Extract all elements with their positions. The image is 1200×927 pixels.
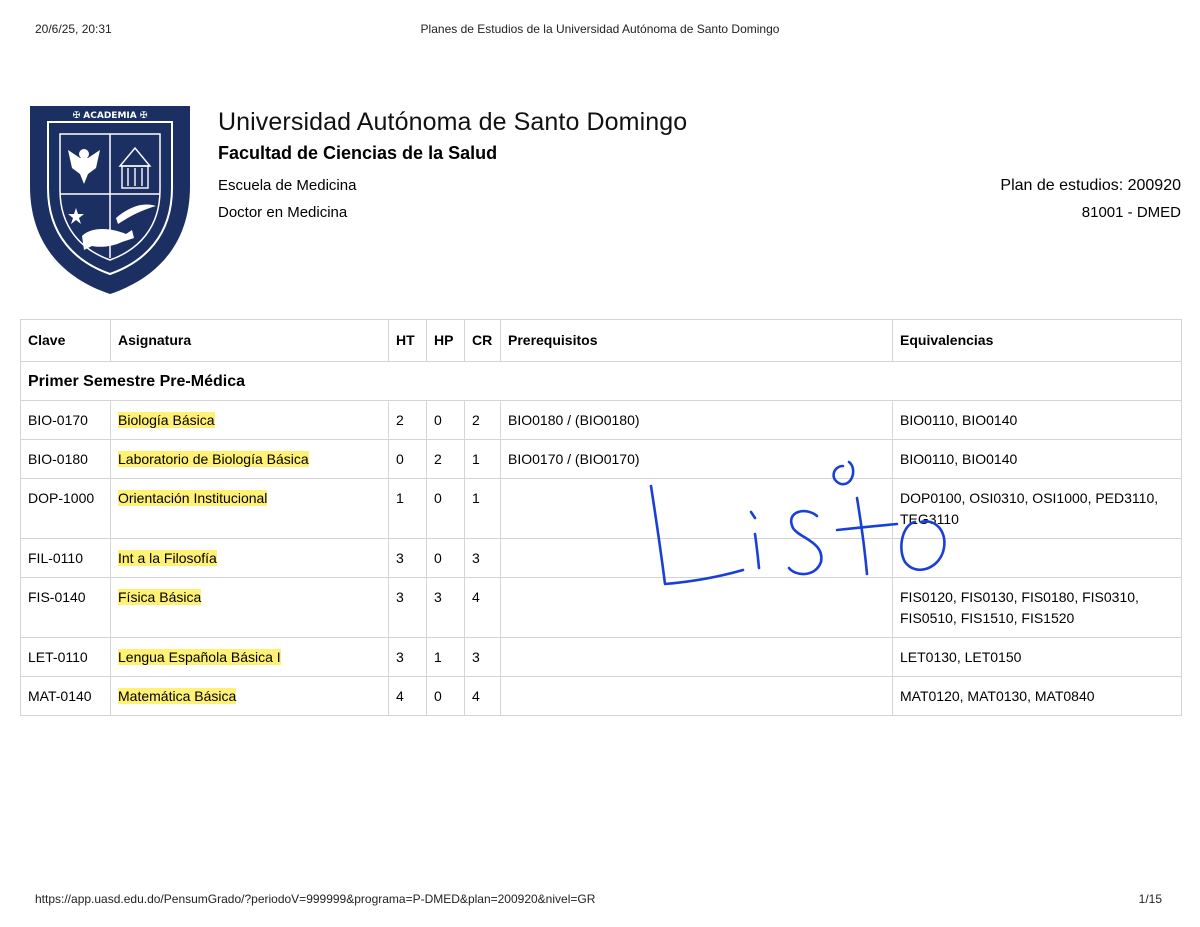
cell-hp: 0 — [427, 401, 465, 440]
cell-ht: 3 — [389, 539, 427, 578]
cell-clave: BIO-0170 — [21, 401, 111, 440]
table-row — [21, 440, 1182, 479]
table-row — [21, 479, 1182, 539]
column-header-clave: Clave — [21, 320, 111, 362]
school-name: Escuela de Medicina — [218, 177, 357, 194]
table-header-row — [21, 320, 1182, 362]
cell-equiv: DOP0100, OSI0310, OSI1000, PED3110, TEG3110 — [893, 479, 1182, 539]
cell-prereq — [501, 578, 893, 638]
subject-highlight: Biología Básica — [118, 412, 215, 428]
cell-cr: 1 — [465, 440, 501, 479]
table-row — [21, 677, 1182, 716]
cell-cr: 3 — [465, 539, 501, 578]
cell-hp: 0 — [427, 677, 465, 716]
subject-highlight: Matemática Básica — [118, 688, 237, 704]
section-title: Primer Semestre Pre-Médica — [21, 362, 1182, 401]
cell-hp: 0 — [427, 479, 465, 539]
cell-asignatura — [111, 638, 389, 677]
print-page-title: Planes de Estudios de la Universidad Autónoma de Santo Domingo — [420, 22, 780, 36]
cell-equiv: FIS0120, FIS0130, FIS0180, FIS0310, FIS0510, FIS1510, FIS1520 — [893, 578, 1182, 638]
cell-cr: 3 — [465, 638, 501, 677]
plan-label: Plan de estudios: 200920 — [1000, 177, 1181, 194]
cell-clave: LET-0110 — [21, 638, 111, 677]
cell-equiv: BIO0110, BIO0140 — [893, 440, 1182, 479]
subject-highlight: Lengua Española Básica I — [118, 649, 281, 665]
cell-asignatura — [111, 539, 389, 578]
table-row — [21, 578, 1182, 638]
cell-prereq: BIO0180 / (BIO0180) — [501, 401, 893, 440]
cell-hp: 1 — [427, 638, 465, 677]
cell-asignatura — [111, 479, 389, 539]
cell-equiv: MAT0120, MAT0130, MAT0840 — [893, 677, 1182, 716]
cell-ht: 4 — [389, 677, 427, 716]
degree-name: Doctor en Medicina — [218, 204, 348, 221]
cell-prereq: BIO0170 / (BIO0170) — [501, 440, 893, 479]
column-header-equivalencias: Equivalencias — [893, 320, 1182, 362]
column-header-ht: HT — [389, 320, 427, 362]
cell-hp: 2 — [427, 440, 465, 479]
subject-highlight: Física Básica — [118, 589, 202, 605]
cell-ht: 3 — [389, 578, 427, 638]
print-page-number: 1/15 — [1138, 892, 1162, 906]
table-row — [21, 638, 1182, 677]
program-code: 81001 - DMED — [1081, 204, 1181, 221]
cell-cr: 4 — [465, 677, 501, 716]
university-seal-icon — [22, 98, 198, 298]
cell-ht: 3 — [389, 638, 427, 677]
subject-highlight: Laboratorio de Biología Básica — [118, 451, 309, 467]
cell-clave: MAT-0140 — [21, 677, 111, 716]
seal-motto: ✠ ACADEMIA ✠ — [72, 111, 148, 121]
cell-clave: FIL-0110 — [21, 539, 111, 578]
cell-equiv: BIO0110, BIO0140 — [893, 401, 1182, 440]
column-header-hp: HP — [427, 320, 465, 362]
cell-equiv: LET0130, LET0150 — [893, 638, 1182, 677]
cell-hp: 3 — [427, 578, 465, 638]
cell-clave: FIS-0140 — [21, 578, 111, 638]
cell-ht: 0 — [389, 440, 427, 479]
print-url: https://app.uasd.edu.do/PensumGrado/?periodoV=999999&programa=P-DMED&plan=200920&nivel=GR — [35, 892, 596, 906]
column-header-prerequisitos: Prerequisitos — [501, 320, 893, 362]
cell-cr: 1 — [465, 479, 501, 539]
column-header-asignatura: Asignatura — [111, 320, 389, 362]
cell-asignatura — [111, 578, 389, 638]
subject-highlight: Int a la Filosofía — [118, 550, 217, 566]
cell-asignatura — [111, 440, 389, 479]
cell-ht: 2 — [389, 401, 427, 440]
cell-asignatura — [111, 677, 389, 716]
document-header — [218, 108, 1181, 221]
print-datetime: 20/6/25, 20:31 — [35, 22, 112, 36]
cell-prereq — [501, 539, 893, 578]
cell-cr: 4 — [465, 578, 501, 638]
university-name: Universidad Autónoma de Santo Domingo — [218, 108, 688, 136]
faculty-name: Facultad de Ciencias de la Salud — [218, 143, 498, 163]
subject-highlight: Orientación Institucional — [118, 490, 268, 506]
cell-cr: 2 — [465, 401, 501, 440]
cell-clave: DOP-1000 — [21, 479, 111, 539]
column-header-cr: CR — [465, 320, 501, 362]
table-row — [21, 401, 1182, 440]
cell-ht: 1 — [389, 479, 427, 539]
curriculum-table — [20, 319, 1182, 716]
cell-prereq — [501, 638, 893, 677]
cell-equiv — [893, 539, 1182, 578]
cell-prereq — [501, 479, 893, 539]
cell-clave: BIO-0180 — [21, 440, 111, 479]
cell-hp: 0 — [427, 539, 465, 578]
table-row — [21, 539, 1182, 578]
cell-asignatura — [111, 401, 389, 440]
section-row — [21, 362, 1182, 401]
cell-prereq — [501, 677, 893, 716]
